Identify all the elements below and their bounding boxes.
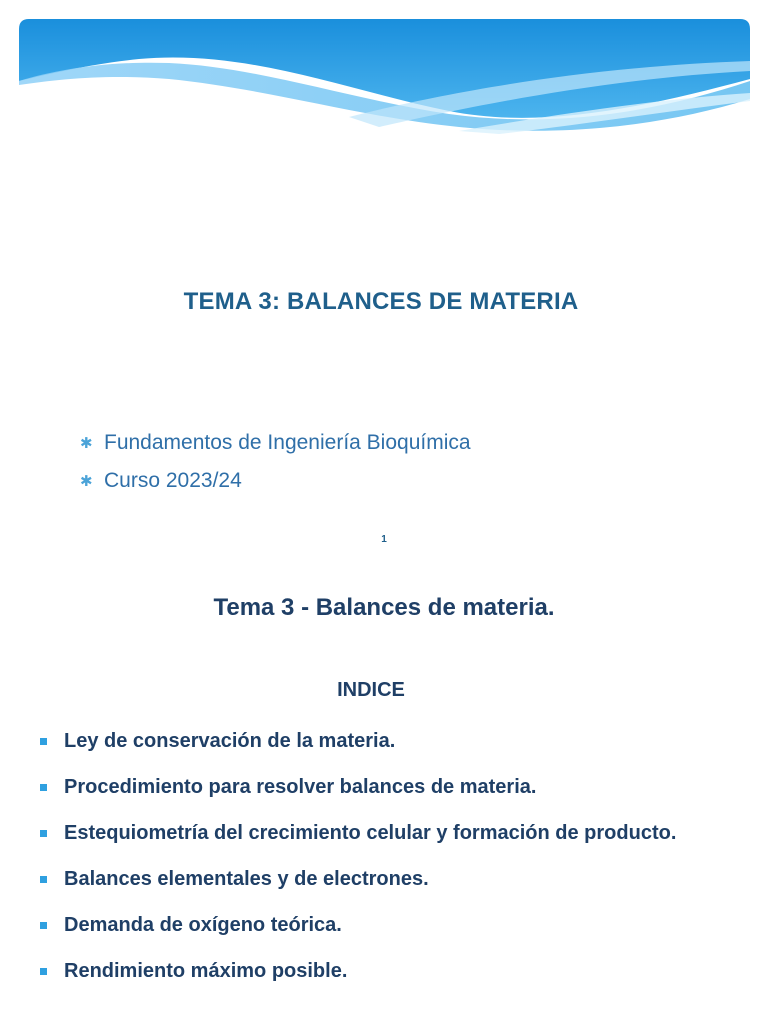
list-item — [40, 908, 720, 942]
list-item-text: Estequiometría del crecimiento celular y formación de producto. — [64, 822, 677, 844]
square-bullet-icon — [40, 954, 64, 988]
list-item-text: Balances elementales y de electrones. — [64, 868, 429, 890]
subtitle-list — [80, 424, 680, 500]
slide-heading: Tema 3 - Balances de materia. — [213, 594, 555, 621]
list-item-text: Ley de conservación de la materia. — [64, 730, 396, 752]
indice-list — [40, 724, 720, 1000]
subtitle-item — [80, 424, 680, 462]
list-item — [40, 862, 720, 896]
asterisk-bullet-icon: ✱ — [80, 473, 93, 490]
square-bullet-icon — [40, 862, 64, 896]
square-bullet-icon — [40, 770, 64, 804]
slide-title: TEMA 3: BALANCES DE MATERIA — [183, 288, 579, 315]
list-item-text: Procedimiento para resolver balances de materia. — [64, 776, 537, 798]
square-bullet-icon — [40, 908, 64, 942]
asterisk-bullet-icon: ✱ — [80, 435, 93, 452]
list-item — [40, 954, 720, 988]
list-item — [40, 724, 720, 758]
list-item — [40, 816, 720, 850]
page-number: 1 — [381, 534, 387, 545]
list-item-text: Demanda de oxígeno teórica. — [64, 914, 342, 936]
indice-heading: INDICE — [337, 679, 405, 701]
square-bullet-icon — [40, 816, 64, 850]
list-item-text: Rendimiento máximo posible. — [64, 960, 348, 982]
list-item — [40, 770, 720, 804]
subtitle-item — [80, 462, 680, 500]
subtitle-course-year: Curso 2023/24 — [104, 469, 242, 492]
subtitle-course-name: Fundamentos de Ingeniería Bioquímica — [104, 431, 471, 454]
wave-header-banner — [19, 19, 750, 134]
square-bullet-icon — [40, 724, 64, 758]
